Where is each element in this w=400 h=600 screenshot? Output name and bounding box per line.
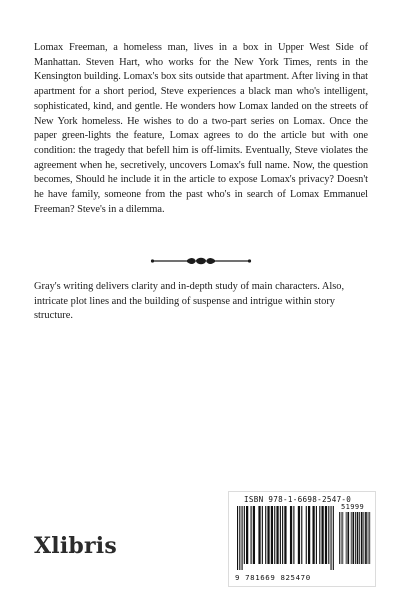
ean-digits: 9 781669 825470 xyxy=(235,573,311,582)
barcode-bar xyxy=(258,506,260,564)
review-blurb: Gray's writing delivers clarity and in-depth study of main characters. Also, intricate plot lines and the building of suspense and intrigue within story structure. xyxy=(34,281,345,322)
barcode-bar xyxy=(282,506,283,564)
barcode-bar xyxy=(355,512,356,564)
barcode-bar xyxy=(246,506,248,564)
barcode-bar xyxy=(330,506,331,570)
barcode-bar xyxy=(274,506,275,564)
barcode-bar xyxy=(276,506,278,564)
barcode-bar xyxy=(368,512,369,564)
publisher-logo: Xlibris xyxy=(34,533,117,559)
barcode-bar xyxy=(312,506,314,564)
barcode-bar xyxy=(253,506,255,564)
barcode-bar xyxy=(357,512,359,564)
barcode-bar xyxy=(301,506,302,564)
barcode-bar xyxy=(339,512,340,564)
barcode-bar xyxy=(321,506,323,564)
ean-barcode xyxy=(237,506,335,570)
barcode-bar xyxy=(290,506,292,564)
barcode-bar xyxy=(369,512,370,564)
barcode-bar xyxy=(293,506,294,564)
barcode-bar xyxy=(271,506,273,564)
barcode-bar xyxy=(341,512,342,564)
barcode-bar xyxy=(284,506,286,564)
barcode-bar xyxy=(242,506,243,570)
barcode-bar xyxy=(239,506,240,570)
barcode-bar xyxy=(280,506,281,564)
price-addon-code: 51999 xyxy=(341,503,365,511)
barcode-bar xyxy=(363,512,364,564)
barcode-bar xyxy=(333,506,334,570)
addon-barcode xyxy=(339,512,371,570)
barcode-bar xyxy=(342,512,343,564)
barcode-bar xyxy=(328,506,329,564)
barcode-bar xyxy=(361,512,363,564)
barcode-bar xyxy=(251,506,252,564)
barcode-bar xyxy=(319,506,320,564)
scroll-divider-ornament-icon xyxy=(150,255,252,267)
barcode-bar xyxy=(359,512,360,564)
barcode-bar xyxy=(316,506,317,564)
isbn-label: ISBN 978-1-6698-2547-0 xyxy=(244,495,352,504)
barcode-bar xyxy=(265,506,266,564)
barcode-bar xyxy=(267,506,269,564)
barcode-bar xyxy=(365,512,367,564)
barcode-bar xyxy=(351,512,352,564)
isbn-barcode-block xyxy=(228,491,376,587)
barcode-bar xyxy=(346,512,347,564)
barcode-bar xyxy=(244,506,245,564)
barcode-bar xyxy=(347,512,349,564)
barcode-bar xyxy=(352,512,354,564)
book-synopsis: Lomax Freeman, a homeless man, lives in a box in Upper West Side of Manhattan. Steven Hart, who works for the New York Times, rents in the Kensington building. Lomax's box sits outside that apartment. After living in that apartment for a short period, Steve experiences a black man who's intelligent, sophisticated, kind, and gentle. He wonders how Lomax landed on the streets of New York homeless. He wishes to do a two-part series on Lomax. Once the paper green-lights the feature, Lomax agrees to do the article but with one condition: the tragedy that befell him is off-limits. Eventually, Steve violates the agreement when he, secretively, uncovers Lomax's full name. Now, the question becomes, Should he include it in the article to expose Lomax's privacy? Doesn't he have family, someone from the past who's in search of Lomax Emmanuel Freeman? Steve's in a dilemma. xyxy=(34,42,368,215)
barcode-bar xyxy=(308,506,310,564)
barcode-bar xyxy=(298,506,300,564)
barcode-bar xyxy=(237,506,238,570)
barcode-bar xyxy=(325,506,327,564)
barcode-bar xyxy=(262,506,263,564)
barcode-bar xyxy=(306,506,307,564)
